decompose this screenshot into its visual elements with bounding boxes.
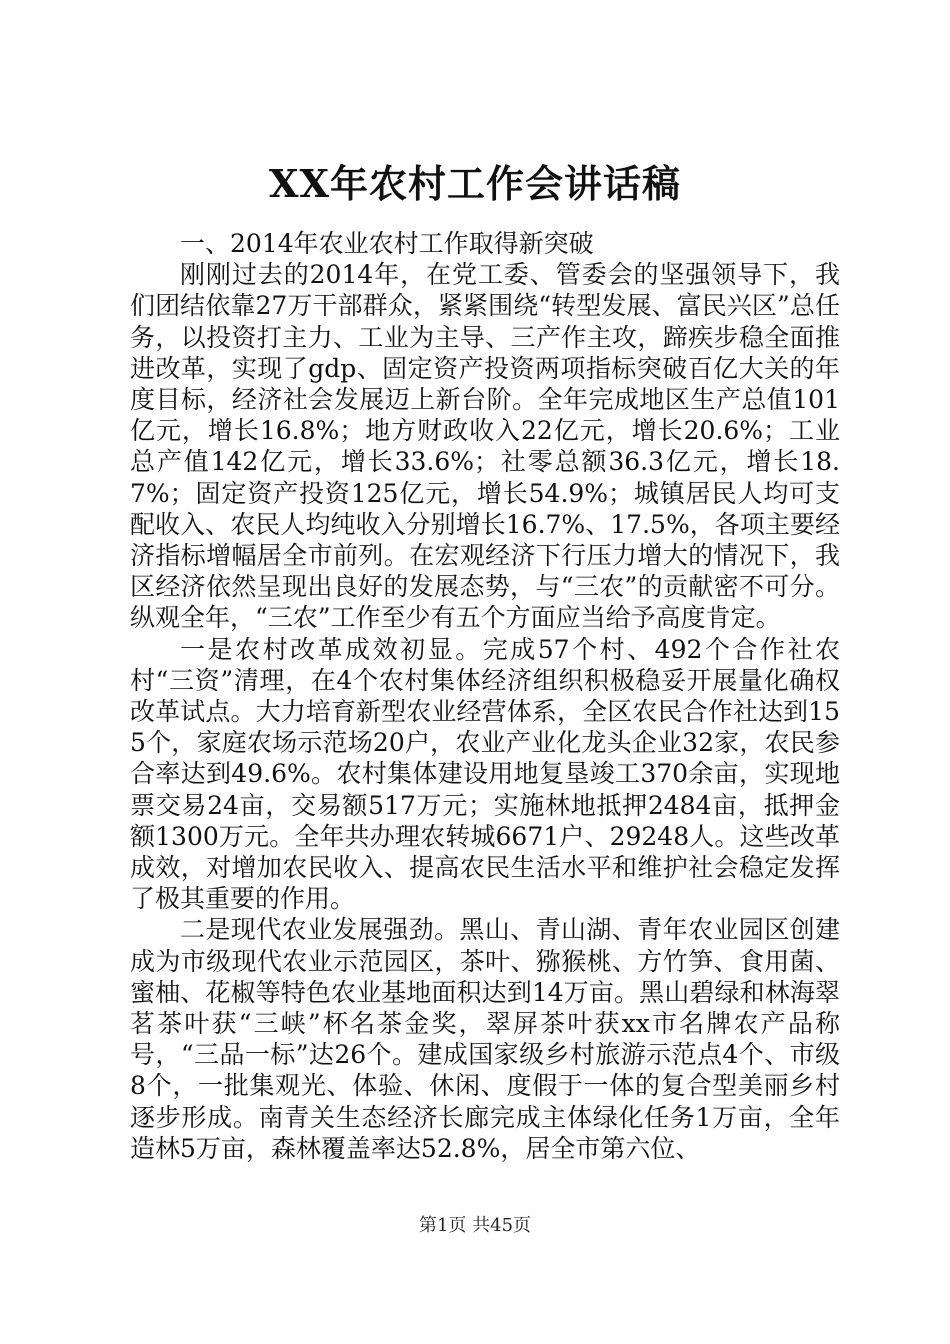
document-body bbox=[130, 228, 840, 1164]
paragraph-modern-agriculture: 二是现代农业发展强劲。黑山、青山湖、青年农业园区创建成为市级现代农业示范园区，茶叶、猕猴桃、方竹笋、食用菌、蜜柚、花椒等特色农业基地面积达到14万亩。黑山碧绿和林海翠茗茶叶获“三峡”杯名茶金奖，翠屏茶叶获xx市名牌农产品称号，“三品一标”达26个。建成国家级乡村旅游示范点4个、市级8个，一批集观光、体验、休闲、度假于一体的复合型美丽乡村逐步形成。南青关生态经济长廊完成主体绿化任务1万亩，全年造林5万亩，森林覆盖率达52.8%，居全市第六位、 bbox=[130, 915, 840, 1163]
page-footer: 第1页 共45页 bbox=[418, 1215, 532, 1236]
paragraph-rural-reform: 一是农村改革成效初显。完成57个村、492个合作社农村“三资”清理，在4个农村集体经济组织积极稳妥开展量化确权改革试点。大力培育新型农业经营体系，全区农民合作社达到155个，家庭农场示范场20户，农业产业化龙头企业32家，农民参合率达到49.6%。农村集体建设用地复垦竣工370余亩，实现地票交易24亩，交易额517万元；实施林地抵押2484亩，抵押金额1300万元。全年共办理农转城6671户、29248人。这些改革成效，对增加农民收入、提高农民生活水平和维护社会稳定发挥了极其重要的作用。 bbox=[130, 634, 840, 914]
section-heading: 一、2014年农业农村工作取得新突破 bbox=[180, 229, 594, 258]
document-title: XX年农村工作会讲话稿 bbox=[269, 161, 681, 206]
paragraph-overview: 刚刚过去的2014年，在党工委、管委会的坚强领导下，我们团结依靠27万干部群众，紧紧围绕“转型发展、富民兴区”总任务，以投资打主力、工业为主导、三产作主攻，蹄疾步稳全面推进改革，实现了gdp、固定资产投资两项指标突破百亿大关的年度目标，经济社会发展迈上新台阶。全年完成地区生产总值101亿元，增长16.8%；地方财政收入22亿元，增长20.6%；工业总产值142亿元，增长33.6%；社零总额36.3亿元，增长18.7%；固定资产投资125亿元，增长54.9%；城镇居民人均可支配收入、农民人均纯收入分别增长16.7%、17.5%，各项主要经济指标增幅居全市前列。在宏观经济下行压力增大的情况下，我区经济依然呈现出良好的发展态势，与“三农”的贡献密不可分。纵观全年，“三农”工作至少有五个方面应当给予高度肯定。 bbox=[130, 260, 840, 633]
